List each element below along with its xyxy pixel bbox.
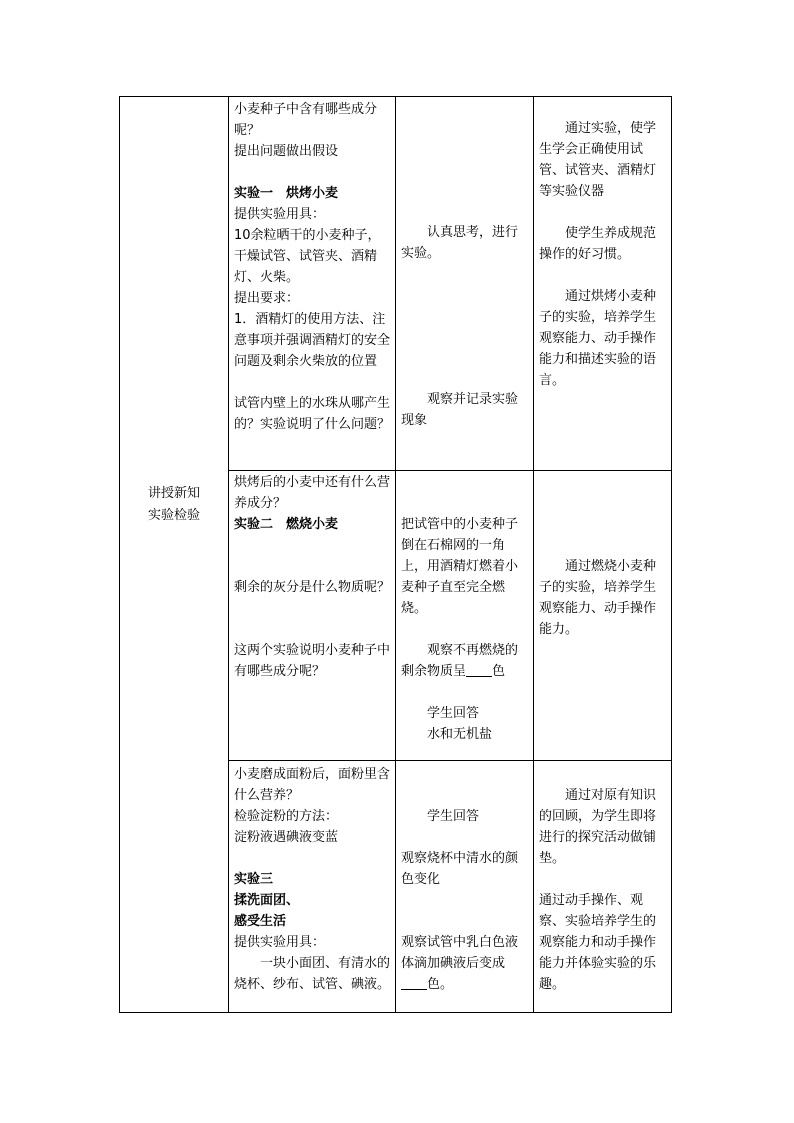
row1-materials: 10余粒晒干的小麦种子，干燥试管、试管夹、酒精灯、火柴。 <box>234 228 381 285</box>
row-divider-1 <box>228 470 672 471</box>
row3-method-label: 检验淀粉的方法： <box>234 809 339 824</box>
row3-observe-suffix: 色。 <box>427 977 454 992</box>
row2-student-burn: 把试管中的小麦种子倒在石棉网的一角上，用酒精灯燃着小麦种子直至完全燃烧。 <box>401 517 519 616</box>
row1-requirement-1: 1．酒精灯的使用方法、注意事项并强调酒精灯的安全问题及剩余火柴放的位置 <box>234 312 391 369</box>
row2-teacher-cell <box>234 472 392 682</box>
row2-conclusion-question: 这两个实验说明小麦种子中有哪些成分呢？ <box>234 643 391 679</box>
row2-observe-text: 观察不再燃烧的剩余物质呈 <box>401 643 519 679</box>
row2-intent-cell <box>539 556 667 640</box>
section-label-line-1: 讲授新知 <box>147 486 200 501</box>
row1-hypothesis: 提出问题做出假设 <box>234 144 339 159</box>
row3-intent-b: 通过动手操作、观察、实验培养学生的观察能力和动手操作能力并体验实验的乐趣。 <box>539 893 657 992</box>
row1-intent-b: 使学生养成规范操作的好习惯。 <box>539 226 657 262</box>
row1-intent-cell <box>539 118 667 391</box>
row1-intent-c: 通过烘烤小麦种子的实验，培养学生观察能力、动手操作能力和描述实验的语言。 <box>539 289 657 388</box>
row3-materials-label: 提供实验用具： <box>234 935 326 950</box>
row3-observe-text: 观察试管中乳白色液体滴加碘液后变成 <box>401 935 519 971</box>
row1-student-observe-cell <box>401 389 529 431</box>
experiment-3-subtitle-1: 揉洗面团、 <box>234 893 300 908</box>
row1-teacher-cell <box>234 99 392 435</box>
row1-question: 小麦种子中含有哪些成分呢？ <box>234 102 378 138</box>
row3-color-blank <box>401 975 427 990</box>
row3-intent-cell <box>539 785 667 995</box>
row3-intent-a: 通过对原有知识的回顾，为学生即将进行的探究活动做铺垫。 <box>539 788 657 866</box>
row2-student-cell <box>401 514 529 745</box>
table-divider-1 <box>228 96 229 1013</box>
table-border-left <box>119 96 120 1013</box>
table-border-right <box>671 96 672 1013</box>
experiment-2-title: 实验二 燃烧小麦 <box>234 517 339 532</box>
row1-requirements-label: 提出要求： <box>234 291 300 306</box>
row2-student-answer-content: 水和无机盐 <box>427 727 493 742</box>
row-divider-2 <box>228 760 672 761</box>
row2-ash-question: 剩余的灰分是什么物质呢？ <box>234 580 391 595</box>
row2-question: 烘烤后的小麦中还有什么营养成分？ <box>234 475 391 511</box>
row1-water-question: 试管内壁上的水珠从哪产生的？实验说明了什么问题？ <box>234 396 391 432</box>
experiment-3-title: 实验三 <box>234 872 274 887</box>
row3-question: 小麦磨成面粉后，面粉里含什么营养？ <box>234 767 391 803</box>
table-divider-3 <box>533 96 534 1013</box>
experiment-1-title: 实验一 烘烤小麦 <box>234 186 339 201</box>
row1-student-think: 认真思考，进行实验。 <box>401 225 519 261</box>
row2-color-blank <box>466 662 492 677</box>
row2-student-answer: 学生回答 <box>427 706 480 721</box>
table-border-top <box>119 96 672 97</box>
row3-materials: 一块小面团、有清水的烧杯、纱布、试管、碘液。 <box>234 956 391 992</box>
section-label-cell <box>120 483 228 527</box>
row2-student-observe <box>401 640 529 682</box>
row2-intent: 通过燃烧小麦种子的实验，培养学生观察能力、动手操作能力。 <box>539 559 657 637</box>
table-border-bottom <box>119 1012 672 1013</box>
row1-student-cell <box>401 222 529 264</box>
row1-intent-a: 通过实验，使学生学会正确使用试管、试管夹、酒精灯等实验仪器 <box>539 121 657 199</box>
row3-student-cell <box>401 806 529 995</box>
section-label-line-2: 实验检验 <box>147 508 200 523</box>
row3-student-observe-water: 观察烧杯中清水的颜色变化 <box>401 851 519 887</box>
table-divider-2 <box>395 96 396 1013</box>
row1-materials-label: 提供实验用具： <box>234 207 326 222</box>
row3-student-observe-tube <box>401 932 529 995</box>
row3-method: 淀粉液遇碘液变蓝 <box>234 830 339 845</box>
row3-teacher-cell <box>234 764 392 995</box>
row3-student-answer: 学生回答 <box>427 809 480 824</box>
row2-observe-suffix: 色 <box>492 664 506 679</box>
experiment-3-subtitle-2: 感受生活 <box>234 914 287 929</box>
row1-student-observe: 观察并记录实验现象 <box>401 392 519 428</box>
